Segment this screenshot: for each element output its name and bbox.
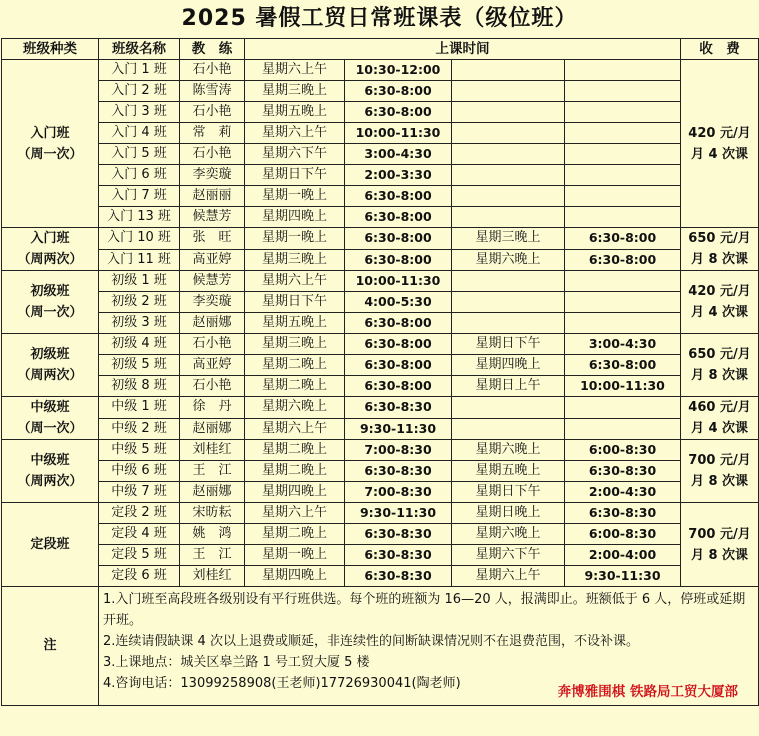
fee-cell xyxy=(681,397,759,440)
header-class-name: 班级名称 xyxy=(99,39,180,60)
fee-cell xyxy=(681,334,759,397)
time-2 xyxy=(565,81,681,102)
category-name: 初级班 xyxy=(30,347,70,362)
category-cell xyxy=(2,271,99,334)
table-row xyxy=(2,397,759,419)
day-2: 星期日晚上 xyxy=(452,503,565,524)
time-1: 7:00-8:30 xyxy=(345,482,452,503)
fee-sessions: 月 8 次课 xyxy=(690,547,749,563)
day-1: 星期三晚上 xyxy=(245,249,345,271)
table-row xyxy=(2,123,759,144)
class-name: 初级 5 班 xyxy=(99,355,180,376)
class-name: 定段 2 班 xyxy=(99,503,180,524)
time-1: 6:30-8:00 xyxy=(345,186,452,207)
time-1: 3:00-4:30 xyxy=(345,144,452,165)
category-frequency: （周两次） xyxy=(17,474,83,489)
day-2: 星期六晚上 xyxy=(452,524,565,545)
time-1: 6:30-8:00 xyxy=(345,313,452,334)
teacher-name: 石小艳 xyxy=(180,376,245,397)
day-1: 星期二晚上 xyxy=(245,461,345,482)
day-1: 星期四晚上 xyxy=(245,207,345,228)
schedule-body xyxy=(2,60,759,587)
header-schedule: 上课时间 xyxy=(245,39,681,60)
day-1: 星期一晚上 xyxy=(245,228,345,250)
day-1: 星期六上午 xyxy=(245,418,345,440)
time-2 xyxy=(565,418,681,440)
fee-cell xyxy=(681,271,759,334)
time-2: 6:30-8:00 xyxy=(565,355,681,376)
teacher-name: 赵丽娜 xyxy=(180,482,245,503)
category-cell xyxy=(2,334,99,397)
day-1: 星期二晚上 xyxy=(245,376,345,397)
time-2: 2:00-4:00 xyxy=(565,545,681,566)
teacher-name: 徐 丹 xyxy=(180,397,245,419)
day-2: 星期日下午 xyxy=(452,334,565,355)
time-1: 10:00-11:30 xyxy=(345,123,452,144)
teacher-name: 石小艳 xyxy=(180,60,245,81)
table-row xyxy=(2,440,759,461)
time-2: 6:30-8:30 xyxy=(565,503,681,524)
fee-amount: 420 元/月 xyxy=(688,284,751,299)
fee-amount: 700 元/月 xyxy=(688,526,751,542)
fee-amount: 700 元/月 xyxy=(688,453,751,468)
day-2 xyxy=(452,313,565,334)
table-row xyxy=(2,376,759,397)
day-1: 星期五晚上 xyxy=(245,313,345,334)
fee-sessions: 月 8 次课 xyxy=(690,368,749,383)
day-2: 星期六下午 xyxy=(452,545,565,566)
class-name: 入门 1 班 xyxy=(99,60,180,81)
time-2 xyxy=(565,397,681,419)
teacher-name: 李奕璇 xyxy=(180,292,245,313)
time-1: 6:30-8:00 xyxy=(345,207,452,228)
class-name: 定段 6 班 xyxy=(99,566,180,587)
teacher-name: 候慧芳 xyxy=(180,207,245,228)
time-1: 6:30-8:30 xyxy=(345,397,452,419)
class-name: 入门 11 班 xyxy=(99,249,180,271)
fee-amount: 460 元/月 xyxy=(688,400,751,415)
table-row xyxy=(2,186,759,207)
notes-label: 注 xyxy=(2,587,99,706)
day-1: 星期六晚上 xyxy=(245,397,345,419)
day-2 xyxy=(452,397,565,419)
day-1: 星期二晚上 xyxy=(245,440,345,461)
class-name: 初级 2 班 xyxy=(99,292,180,313)
teacher-name: 常 莉 xyxy=(180,123,245,144)
class-name: 初级 3 班 xyxy=(99,313,180,334)
time-2 xyxy=(565,102,681,123)
table-row xyxy=(2,461,759,482)
category-frequency: （周一次） xyxy=(17,421,83,436)
day-2: 星期四晚上 xyxy=(452,355,565,376)
teacher-name: 刘桂红 xyxy=(180,566,245,587)
teacher-name: 陈雪涛 xyxy=(180,81,245,102)
time-1: 6:30-8:00 xyxy=(345,355,452,376)
class-name: 定段 5 班 xyxy=(99,545,180,566)
day-2 xyxy=(452,165,565,186)
day-1: 星期六上午 xyxy=(245,271,345,292)
fee-cell xyxy=(681,440,759,503)
time-2: 3:00-4:30 xyxy=(565,334,681,355)
teacher-name: 李奕璇 xyxy=(180,165,245,186)
day-1: 星期二晚上 xyxy=(245,355,345,376)
table-row xyxy=(2,60,759,81)
class-name: 入门 6 班 xyxy=(99,165,180,186)
day-2 xyxy=(452,81,565,102)
teacher-name: 赵丽娜 xyxy=(180,313,245,334)
class-name: 初级 4 班 xyxy=(99,334,180,355)
class-name: 入门 5 班 xyxy=(99,144,180,165)
teacher-name: 王 江 xyxy=(180,461,245,482)
day-2: 星期五晚上 xyxy=(452,461,565,482)
category-name: 入门班 xyxy=(30,125,70,141)
day-2: 星期六上午 xyxy=(452,566,565,587)
time-2 xyxy=(565,165,681,186)
teacher-name: 张 旺 xyxy=(180,228,245,250)
time-2 xyxy=(565,186,681,207)
day-1: 星期四晚上 xyxy=(245,482,345,503)
day-2: 星期日上午 xyxy=(452,376,565,397)
fee-cell xyxy=(681,60,759,228)
fee-sessions: 月 4 次课 xyxy=(690,421,749,436)
time-1: 6:30-8:30 xyxy=(345,524,452,545)
header-teacher: 教 练 xyxy=(180,39,245,60)
fee-cell xyxy=(681,503,759,587)
category-frequency: （周两次） xyxy=(17,368,83,383)
fee-cell xyxy=(681,228,759,271)
fee-sessions: 月 4 次课 xyxy=(690,146,749,162)
class-name: 初级 8 班 xyxy=(99,376,180,397)
fee-amount: 650 元/月 xyxy=(688,347,751,362)
teacher-name: 宋昉耘 xyxy=(180,503,245,524)
day-2 xyxy=(452,123,565,144)
time-2: 10:00-11:30 xyxy=(565,376,681,397)
table-row xyxy=(2,249,759,271)
category-cell xyxy=(2,60,99,228)
teacher-name: 赵丽丽 xyxy=(180,186,245,207)
table-row xyxy=(2,334,759,355)
day-1: 星期六上午 xyxy=(245,60,345,81)
notes-row xyxy=(2,587,759,706)
day-1: 星期六上午 xyxy=(245,123,345,144)
time-2: 6:00-8:30 xyxy=(565,440,681,461)
table-row xyxy=(2,503,759,524)
time-1: 6:30-8:00 xyxy=(345,376,452,397)
teacher-name: 高亚婷 xyxy=(180,249,245,271)
class-name: 中级 2 班 xyxy=(99,418,180,440)
teacher-name: 赵丽娜 xyxy=(180,418,245,440)
category-name: 中级班 xyxy=(30,400,70,415)
time-1: 6:30-8:30 xyxy=(345,545,452,566)
teacher-name: 候慧芳 xyxy=(180,271,245,292)
time-1: 4:00-5:30 xyxy=(345,292,452,313)
day-2: 星期六晚上 xyxy=(452,440,565,461)
category-name: 中级班 xyxy=(30,453,70,468)
day-1: 星期日下午 xyxy=(245,165,345,186)
teacher-name: 姚 鸿 xyxy=(180,524,245,545)
time-2 xyxy=(565,292,681,313)
class-name: 入门 4 班 xyxy=(99,123,180,144)
day-2 xyxy=(452,186,565,207)
time-1: 10:00-11:30 xyxy=(345,271,452,292)
table-row xyxy=(2,313,759,334)
category-name: 初级班 xyxy=(30,284,70,299)
table-row xyxy=(2,81,759,102)
day-2 xyxy=(452,60,565,81)
table-row xyxy=(2,482,759,503)
table-row xyxy=(2,545,759,566)
page-title: 2025 暑假工贸日常班课表（级位班） xyxy=(181,6,578,31)
note-line-2: 2.连续请假缺课 4 次以上退费或顺延，非连续性的间断缺课情况则不在退费范围，不设补课。 xyxy=(103,634,639,649)
header-fee: 收 费 xyxy=(681,39,759,60)
fee-sessions: 月 8 次课 xyxy=(690,252,749,267)
teacher-name: 石小艳 xyxy=(180,102,245,123)
teacher-name: 石小艳 xyxy=(180,334,245,355)
notes-cell xyxy=(99,587,759,706)
day-1: 星期三晚上 xyxy=(245,81,345,102)
class-name: 入门 10 班 xyxy=(99,228,180,250)
time-2: 9:30-11:30 xyxy=(565,566,681,587)
day-2 xyxy=(452,207,565,228)
fee-sessions: 月 8 次课 xyxy=(690,474,749,489)
time-2: 6:30-8:00 xyxy=(565,249,681,271)
table-row xyxy=(2,228,759,250)
day-1: 星期三晚上 xyxy=(245,334,345,355)
time-1: 6:30-8:00 xyxy=(345,334,452,355)
table-row xyxy=(2,165,759,186)
table-row xyxy=(2,207,759,228)
day-2 xyxy=(452,292,565,313)
category-frequency: （周一次） xyxy=(17,305,83,320)
fee-amount: 650 元/月 xyxy=(688,231,751,246)
time-2 xyxy=(565,207,681,228)
class-name: 初级 1 班 xyxy=(99,271,180,292)
day-1: 星期五晚上 xyxy=(245,102,345,123)
class-name: 入门 13 班 xyxy=(99,207,180,228)
class-name: 定段 4 班 xyxy=(99,524,180,545)
day-2 xyxy=(452,418,565,440)
time-2: 6:30-8:30 xyxy=(565,461,681,482)
signature: 奔博雅围棋 铁路局工贸大厦部 xyxy=(557,684,738,700)
class-name: 中级 6 班 xyxy=(99,461,180,482)
time-2 xyxy=(565,144,681,165)
time-1: 6:30-8:00 xyxy=(345,228,452,250)
table-row xyxy=(2,355,759,376)
note-line-4: 4.咨询电话：13099258908(王老师)17726930041(陶老师) xyxy=(103,676,461,691)
table-row xyxy=(2,418,759,440)
time-2: 6:30-8:00 xyxy=(565,228,681,250)
class-name: 入门 2 班 xyxy=(99,81,180,102)
schedule-table xyxy=(1,38,759,706)
fee-sessions: 月 4 次课 xyxy=(690,305,749,320)
time-1: 7:00-8:30 xyxy=(345,440,452,461)
day-1: 星期六下午 xyxy=(245,144,345,165)
class-name: 中级 5 班 xyxy=(99,440,180,461)
category-name: 入门班 xyxy=(30,231,70,246)
teacher-name: 高亚婷 xyxy=(180,355,245,376)
time-1: 6:30-8:30 xyxy=(345,461,452,482)
time-2: 2:00-4:30 xyxy=(565,482,681,503)
table-row xyxy=(2,292,759,313)
time-1: 6:30-8:00 xyxy=(345,81,452,102)
day-1: 星期日下午 xyxy=(245,292,345,313)
time-1: 2:00-3:30 xyxy=(345,165,452,186)
category-cell xyxy=(2,228,99,271)
header-category: 班级种类 xyxy=(2,39,99,60)
category-cell xyxy=(2,397,99,440)
teacher-name: 王 江 xyxy=(180,545,245,566)
time-1: 6:30-8:00 xyxy=(345,102,452,123)
note-line-1: 1.入门班至高段班各级别设有平行班供选。每个班的班额为 16—20 人，报满即止。班额低于 6 人，停班或延期开班。 xyxy=(103,592,746,628)
class-name: 入门 3 班 xyxy=(99,102,180,123)
time-1: 10:30-12:00 xyxy=(345,60,452,81)
time-1: 9:30-11:30 xyxy=(345,503,452,524)
teacher-name: 石小艳 xyxy=(180,144,245,165)
day-2: 星期日下午 xyxy=(452,482,565,503)
category-name: 定段班 xyxy=(30,537,70,552)
day-2 xyxy=(452,271,565,292)
time-2: 6:00-8:30 xyxy=(565,524,681,545)
table-row xyxy=(2,271,759,292)
time-1: 9:30-11:30 xyxy=(345,418,452,440)
header-row xyxy=(2,39,759,60)
table-row xyxy=(2,102,759,123)
time-1: 6:30-8:30 xyxy=(345,566,452,587)
class-name: 入门 7 班 xyxy=(99,186,180,207)
day-2: 星期三晚上 xyxy=(452,228,565,250)
table-row xyxy=(2,524,759,545)
day-1: 星期一晚上 xyxy=(245,186,345,207)
day-1: 星期一晚上 xyxy=(245,545,345,566)
table-row xyxy=(2,144,759,165)
table-row xyxy=(2,566,759,587)
teacher-name: 刘桂红 xyxy=(180,440,245,461)
time-2 xyxy=(565,123,681,144)
time-2 xyxy=(565,271,681,292)
category-cell xyxy=(2,503,99,587)
category-cell xyxy=(2,440,99,503)
day-1: 星期六上午 xyxy=(245,503,345,524)
class-name: 中级 1 班 xyxy=(99,397,180,419)
time-1: 6:30-8:00 xyxy=(345,249,452,271)
class-name: 中级 7 班 xyxy=(99,482,180,503)
category-frequency: （周一次） xyxy=(17,146,83,162)
day-1: 星期二晚上 xyxy=(245,524,345,545)
day-2: 星期六晚上 xyxy=(452,249,565,271)
time-2 xyxy=(565,313,681,334)
day-1: 星期四晚上 xyxy=(245,566,345,587)
day-2 xyxy=(452,144,565,165)
day-2 xyxy=(452,102,565,123)
category-frequency: （周两次） xyxy=(17,252,83,267)
note-line-3: 3.上课地点：城关区皋兰路 1 号工贸大厦 5 楼 xyxy=(103,655,370,670)
time-2 xyxy=(565,60,681,81)
fee-amount: 420 元/月 xyxy=(688,125,751,141)
